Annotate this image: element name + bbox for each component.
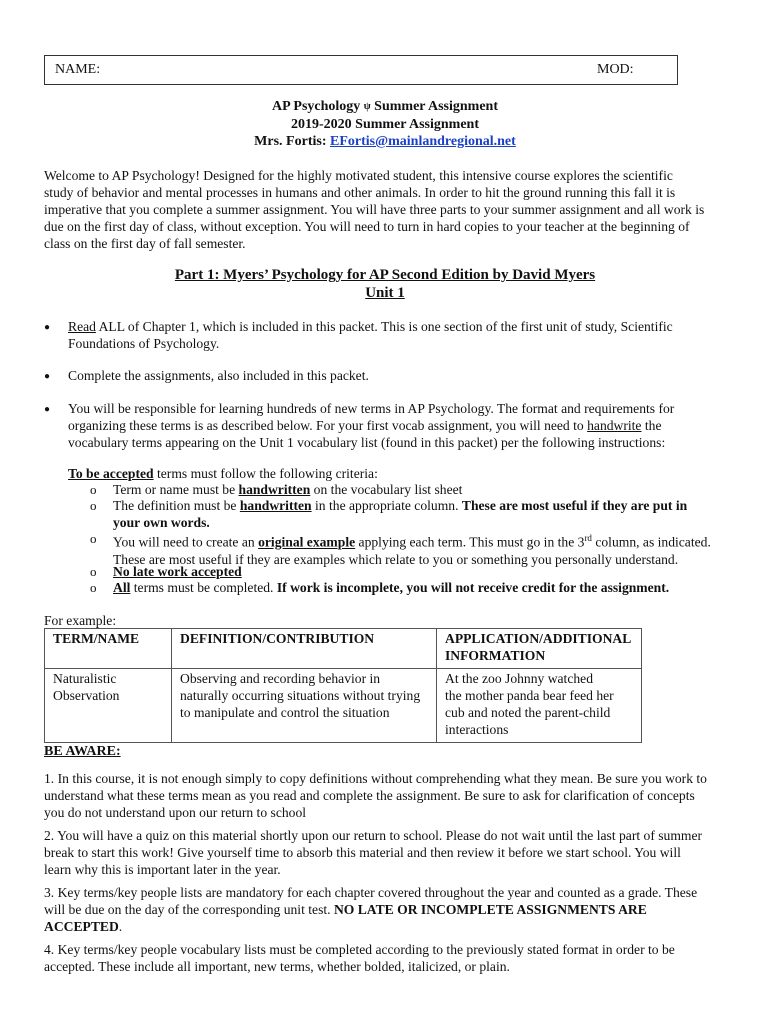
aware-point-2 (44, 827, 754, 878)
criteria-lead (68, 465, 378, 482)
course-title-text: AP Psychology (272, 99, 361, 114)
criterion-bold: If work is incomplete, you will not receive credit for the assignment. (276, 580, 670, 595)
bullet-text: ALL of Chapter 1, which is included in this packet. This is one section of the first unit of study, Scientific (95, 319, 673, 334)
criterion-text: in the appropriate column. (311, 498, 462, 513)
to-be-accepted: To be accepted (68, 466, 154, 481)
aware-line: will be due on the day of the corresponding unit test. (44, 902, 334, 917)
aware-point-3 (44, 884, 754, 935)
cell-line: Observing and recording behavior in (180, 671, 381, 686)
criteria-lead-text: terms must follow the following criteria: (153, 466, 378, 481)
sub-bullet-icon: o (90, 531, 97, 546)
bullet-text: Foundations of Psychology. (68, 336, 220, 351)
criterion-text: terms must be completed. (130, 580, 277, 595)
year-line: 2019-2020 Summer Assignment (291, 117, 479, 132)
bullet-read-chapter (68, 318, 748, 352)
bullet-text: the (641, 418, 662, 433)
intro-line: study of behavior and mental processes in humans and other animals. In order to hit the ground running this fall it is (44, 185, 676, 200)
intro-line: class on the first day of fall semester. (44, 236, 246, 251)
bullet-complete-assignments: Complete the assignments, also included in this packet. (68, 368, 369, 383)
criterion-emph: original example (258, 534, 356, 550)
criterion-2 (113, 497, 753, 531)
aware-line: understand what these terms mean as you read and complete the assignment. Be sure to ask for clarification of concepts (44, 788, 695, 803)
table-header-row (45, 629, 642, 669)
sub-bullet-icon: o (90, 482, 97, 497)
criterion-bold: These are most useful if they are put in (461, 498, 688, 513)
criterion-emph: handwritten (239, 498, 312, 513)
aware-line: 4. Key terms/key people vocabulary lists must be completed according to the previously stated format in order to be (44, 942, 675, 957)
example-label: For example: (44, 613, 117, 628)
aware-line: 1. In this course, it is not enough simply to copy definitions without comprehending what they mean. Be sure you work to (44, 771, 707, 786)
aware-line: 2. You will have a quiz on this material shortly upon our return to school. Please do not wait until the last part of summer (44, 828, 703, 843)
teacher-line (0, 134, 770, 150)
sub-bullet-icon: o (90, 564, 97, 579)
aware-line: 3. Key terms/key people lists are mandatory for each chapter covered throughout the year and counted as a grade. These (44, 885, 698, 900)
criterion-emph: handwritten (238, 482, 311, 497)
cell-line: Observation (53, 688, 120, 703)
cell-line: Naturalistic (53, 671, 117, 686)
bullet-icon: ● (44, 322, 51, 333)
bullet-icon: ● (44, 404, 51, 415)
aware-line: . (118, 919, 123, 934)
criterion-text: applying each term. This must go in the 3 (355, 534, 585, 550)
read-word: Read (68, 319, 96, 334)
cell-line: At the zoo Johnny watched (445, 671, 593, 686)
cell-line: to manipulate and control the situation (180, 705, 390, 720)
criterion-text: column, as indicated. (591, 534, 711, 550)
criterion-emph: All (113, 580, 131, 595)
cell-line: naturally occurring situations without trying (180, 688, 421, 703)
criterion-text: These are most useful if they are examples which relate to you or something you personally understand. (113, 551, 679, 567)
column-header: APPLICATION/ADDITIONAL INFORMATION (437, 629, 642, 669)
bullet-text: vocabulary terms appearing on the Unit 1 vocabulary list (found in this packet) per the following instructions: (68, 435, 666, 450)
aware-point-1 (44, 770, 754, 821)
cell-line: cub and noted the parent-child (445, 705, 611, 720)
intro-paragraph (44, 167, 744, 252)
table-cell (45, 669, 172, 743)
intro-line: imperative that you complete a summer assignment. You will have three parts to your summer assignment and all work is (44, 202, 705, 217)
aware-line: learn why this is important later in the year. (44, 862, 281, 877)
name-mod-box (44, 55, 678, 85)
criterion-text: Term or name must be (113, 482, 239, 497)
bullet-vocab-terms (68, 400, 748, 451)
course-title (0, 99, 770, 115)
criterion-bold: your own words. (113, 515, 210, 530)
part1-subtitle: Unit 1 (365, 285, 405, 301)
table-cell (437, 669, 642, 743)
bullet-text: organizing these terms is as described below. For your first vocab assignment, you will need to (68, 418, 588, 433)
criterion-4: No late work accepted (113, 564, 242, 579)
aware-line: accepted. These include all important, new terms, whether bolded, italicized, or plain. (44, 959, 510, 974)
criterion-3 (113, 530, 763, 568)
handwrite-word: handwrite (587, 418, 642, 433)
criterion-text: You will need to create an (113, 534, 259, 550)
name-label: NAME: (55, 62, 101, 77)
bullet-icon: ● (44, 371, 51, 382)
column-header: DEFINITION/CONTRIBUTION (172, 629, 437, 669)
course-title-suffix: Summer Assignment (374, 99, 498, 114)
aware-point-4 (44, 941, 754, 975)
intro-line: due on the first day of class, without exception. You will need to turn in hard copies to your teacher at the beginning of (44, 219, 690, 234)
aware-line: break to start this work! Give yourself time to absorb this material and then review it before we start school. You will (44, 845, 681, 860)
aware-bold: NO LATE OR INCOMPLETE ASSIGNMENTS ARE (333, 902, 647, 917)
criterion-5 (113, 579, 669, 596)
table-cell (172, 669, 437, 743)
cell-line: the mother panda bear feed her (445, 688, 614, 703)
part1-title: Part 1: Myers’ Psychology for AP Second Edition by David Myers (174, 267, 596, 283)
table-row (45, 669, 642, 743)
cell-line: interactions (445, 722, 509, 737)
aware-bold: ACCEPTED (44, 919, 119, 934)
teacher-email-link[interactable]: EFortis@mainlandregional.net (329, 134, 516, 149)
bullet-text: You will be responsible for learning hundreds of new terms in AP Psychology. The format and requirements for (68, 401, 675, 416)
superscript: rd (584, 533, 592, 543)
criterion-text: on the vocabulary list sheet (310, 482, 463, 497)
be-aware-title: BE AWARE: (44, 744, 121, 759)
sub-bullet-icon: o (90, 498, 97, 513)
sub-bullet-icon: o (90, 580, 97, 595)
psi-icon: ψ (363, 101, 371, 112)
intro-line: Welcome to AP Psychology! Designed for the highly motivated student, this intensive course explores the scientific (44, 168, 673, 183)
criterion-1 (113, 481, 462, 498)
mod-label: MOD: (597, 62, 634, 77)
column-header: TERM/NAME (45, 629, 172, 669)
example-table (44, 628, 642, 743)
criterion-text: The definition must be (113, 498, 240, 513)
aware-line: you do not understand upon our return to school (44, 805, 307, 820)
teacher-name: Mrs. Fortis: (254, 134, 327, 149)
